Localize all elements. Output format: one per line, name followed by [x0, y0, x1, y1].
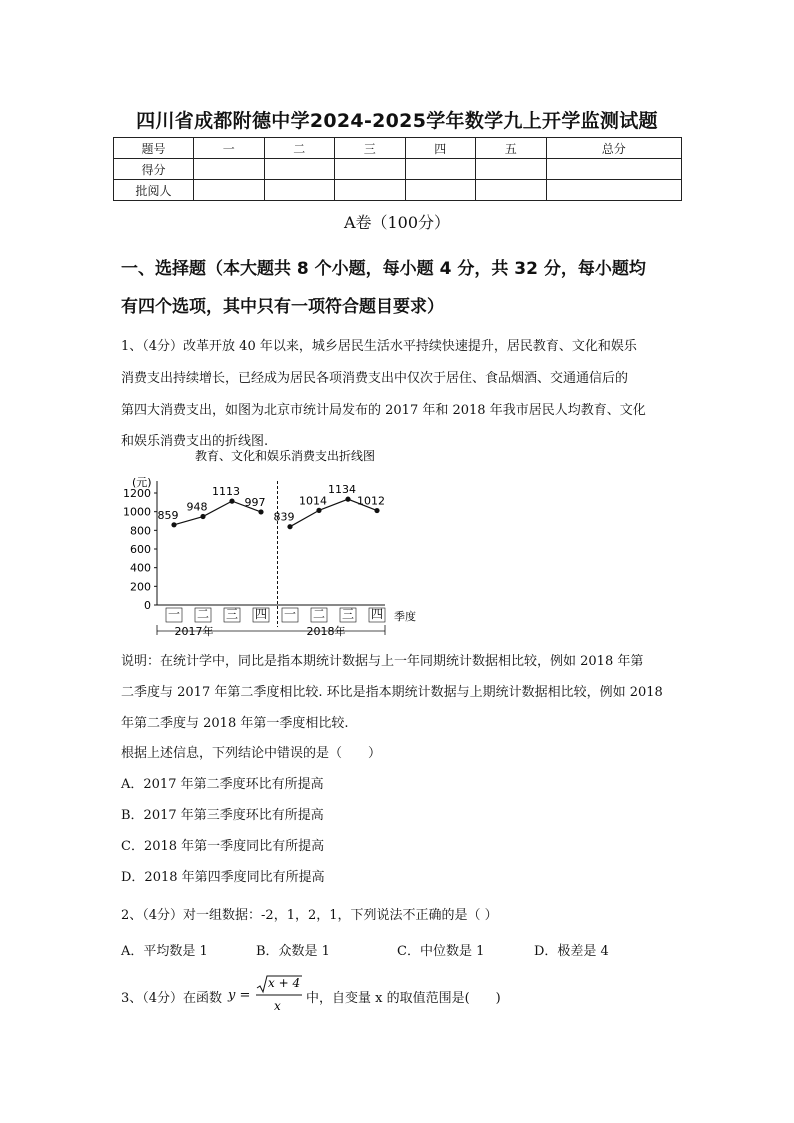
x-tick-label: 四 [254, 607, 268, 621]
score-table-cell: 题号 [114, 138, 194, 159]
score-cell-input[interactable] [335, 159, 406, 180]
question-1-text: 消费支出持续增长，已经成为居民各项消费支出中仅次于居住、食品烟酒、交通通信后的 [121, 371, 629, 386]
y-axis-label: (元) [132, 476, 152, 489]
score-cell-input[interactable] [264, 159, 335, 180]
score-table-cell: 批阅人 [114, 180, 194, 201]
explain-text: 年第二季度与 2018 年第一季度相比较. [121, 716, 349, 731]
score-cell-input[interactable] [335, 180, 406, 201]
data-label: 839 [273, 510, 295, 524]
y-tick-label: 200 [130, 580, 151, 594]
data-point [316, 508, 321, 513]
x-tick-label: 三 [341, 607, 355, 621]
score-cell-input[interactable] [405, 159, 476, 180]
x-tick-label: 三 [225, 607, 239, 621]
score-table-cell: 二 [264, 138, 335, 159]
data-label: 997 [244, 495, 266, 509]
data-label: 948 [186, 500, 208, 514]
part-heading-line: 有四个选项，其中只有一项符合题目要求） [121, 297, 444, 317]
score-table [113, 137, 682, 201]
option-c[interactable]: C．中位数是 1 [397, 944, 485, 959]
question-1-stem: 根据上述信息，下列结论中错误的是（ ） [121, 746, 382, 761]
question-3-prefix: 3、（4分）在函数 [121, 991, 223, 1006]
line-chart [110, 446, 440, 646]
score-cell-input[interactable] [264, 180, 335, 201]
data-label: 1134 [328, 483, 356, 497]
x-tick-label: 四 [370, 607, 384, 621]
score-cell-input[interactable] [194, 180, 265, 201]
q3-y-eq: y = [228, 988, 251, 1003]
part-heading-line: 一、选择题（本大题共 8 个小题，每小题 4 分，共 32 分，每小题均 [121, 259, 646, 279]
y-tick-label: 800 [130, 524, 151, 538]
x-axis-label: 季度 [394, 610, 416, 623]
score-cell-input[interactable] [476, 159, 547, 180]
score-table-row [114, 159, 682, 180]
question-2-stem: 2、（4分）对一组数据：-2，1，2，1，下列说法不正确的是（ ） [121, 908, 498, 923]
fraction-numerator: x + 4 [268, 976, 301, 990]
question-3-suffix: 中，自变量 x 的取值范围是( ) [306, 991, 501, 1006]
score-table-header-row [114, 138, 682, 159]
year-label-2017: 2017年 [174, 625, 214, 638]
fraction-denominator: x [274, 999, 281, 1013]
explain-text: 二季度与 2017 年第二季度相比较. 环比是指本期统计数据与上期统计数据相比较，例如 2018 [121, 685, 663, 700]
x-tick-label: 二 [312, 607, 326, 621]
question-1-text: 第四大消费支出，如图为北京市统计局发布的 2017 年和 2018 年我市居民人均教育、文化 [121, 403, 646, 418]
y-tick-label: 1000 [123, 505, 151, 519]
x-tick-label: 一 [283, 607, 297, 621]
data-label: 1012 [357, 494, 385, 508]
explain-text: 说明：在统计学中，同比是指本期统计数据与上一年同期统计数据相比较，例如 2018 年第 [121, 654, 644, 669]
data-label: 859 [157, 508, 179, 522]
data-point [171, 522, 176, 527]
score-table-cell: 得分 [114, 159, 194, 180]
y-tick-label: 0 [144, 599, 151, 612]
chart-title: 教育、文化和娱乐消费支出折线图 [194, 449, 376, 463]
data-label: 1014 [299, 494, 327, 508]
y-tick-label: 400 [130, 561, 151, 575]
option-b[interactable]: B．众数是 1 [256, 944, 330, 959]
page-title: 四川省成都附德中学2024-2025学年数学九上开学监测试题 [136, 110, 658, 132]
section-heading: A卷（100分） [343, 213, 451, 232]
question-1-text: 1、（4分）改革开放 40 年以来，城乡居民生活水平持续快速提升，居民教育、文化和娱乐 [121, 339, 637, 354]
option-d[interactable]: D．极差是 4 [534, 944, 609, 959]
score-table-cell: 总分 [546, 138, 682, 159]
score-cell-input[interactable] [546, 180, 682, 201]
score-table-cell: 一 [194, 138, 265, 159]
score-table-cell: 三 [335, 138, 406, 159]
data-label: 1113 [212, 485, 240, 499]
data-point [258, 509, 263, 514]
score-cell-input[interactable] [546, 159, 682, 180]
question-1-text: 和娱乐消费支出的折线图. [121, 434, 269, 449]
q3-fraction [254, 973, 304, 1017]
score-table-cell: 五 [476, 138, 547, 159]
option-d[interactable]: D．2018 年第四季度同比有所提高 [121, 870, 325, 885]
score-cell-input[interactable] [194, 159, 265, 180]
data-point [229, 499, 234, 504]
score-table-row [114, 180, 682, 201]
y-tick-label: 600 [130, 543, 151, 556]
x-tick-label: 一 [167, 607, 181, 621]
year-label-2018: 2018年 [306, 625, 346, 638]
option-a[interactable]: A．2017 年第二季度环比有所提高 [121, 777, 324, 792]
option-b[interactable]: B．2017 年第三季度环比有所提高 [121, 808, 324, 823]
option-c[interactable]: C．2018 年第一季度同比有所提高 [121, 839, 325, 854]
score-table-cell: 四 [405, 138, 476, 159]
data-point [287, 524, 292, 529]
x-tick-label: 二 [196, 607, 210, 621]
data-point [374, 508, 379, 513]
score-cell-input[interactable] [405, 180, 476, 201]
score-cell-input[interactable] [476, 180, 547, 201]
data-point [345, 497, 350, 502]
option-a[interactable]: A．平均数是 1 [121, 944, 208, 959]
y-tick-label: 1200 [123, 487, 151, 500]
data-point [200, 514, 205, 519]
